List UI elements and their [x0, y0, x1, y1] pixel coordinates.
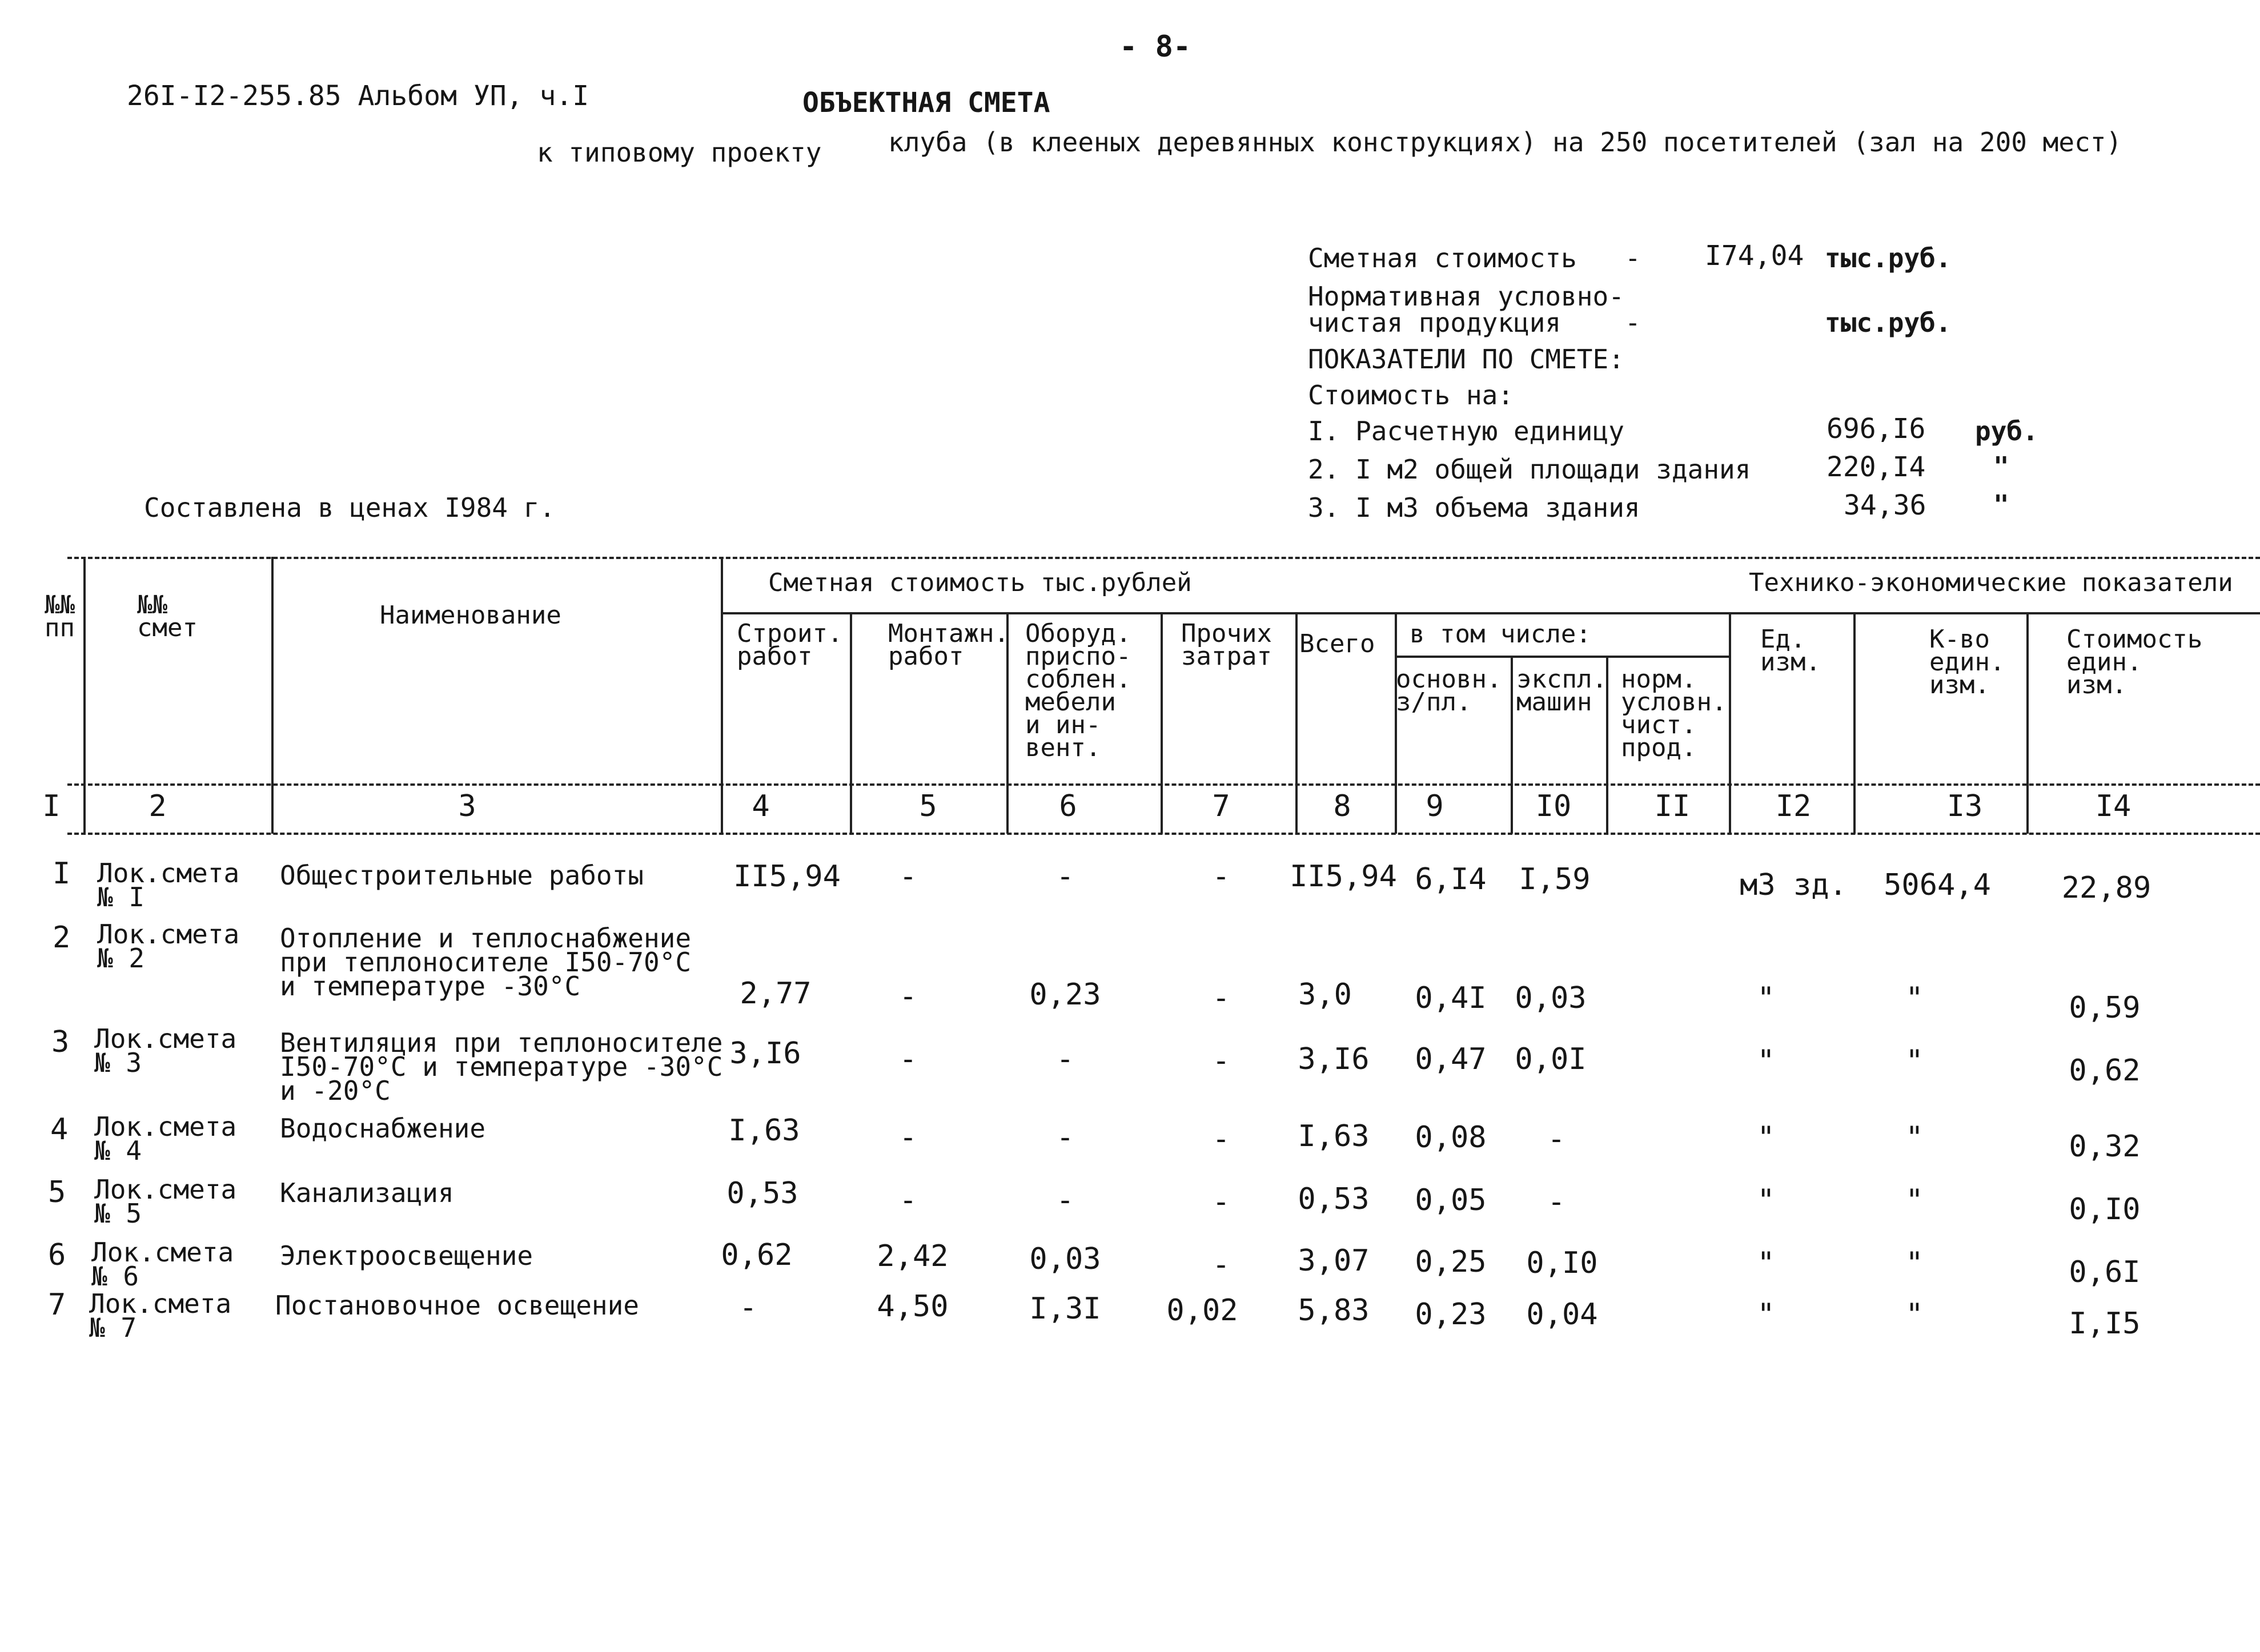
cell-c9: 0,23: [1415, 1297, 1487, 1332]
col-number: I2: [1775, 789, 1812, 823]
cell-c12: ": [1757, 981, 1775, 1015]
cell-c5: -: [899, 1120, 917, 1155]
cell-c7: -: [1212, 1185, 1230, 1219]
cell-c4: I,63: [728, 1114, 800, 1148]
cell-c10: I,59: [1519, 862, 1591, 897]
cell-c5: -: [899, 859, 917, 894]
cost-value: I74,04: [1705, 240, 1804, 272]
row-name: Канализация: [280, 1177, 454, 1208]
col-number: 2: [148, 789, 167, 823]
indicator-unit: ": [1993, 489, 2009, 520]
header-c11: норм. условн. чист. прод.: [1621, 665, 1727, 762]
cell-c6: 0,23: [1029, 978, 1101, 1012]
row-smeta: Лок.смета № 7: [89, 1288, 232, 1343]
row-number: 2: [53, 921, 71, 955]
cell-c5: -: [899, 979, 917, 1014]
cell-c13: ": [1905, 1120, 1924, 1155]
cell-c13: ": [1905, 981, 1924, 1015]
col-divider: [83, 557, 86, 834]
cost-dash: -: [1625, 243, 1641, 274]
cost-per-label: Стоимость на:: [1308, 380, 1514, 411]
cell-c14: 0,I0: [2069, 1192, 2141, 1227]
col-divider: [850, 612, 852, 834]
row-number: 5: [48, 1175, 66, 1209]
cell-c4: 3,I6: [729, 1036, 801, 1071]
header-c8: Всего: [1299, 629, 1375, 658]
indicator-label: 2. I м2 общей площади здания: [1308, 454, 1751, 485]
cell-c8: 5,83: [1298, 1293, 1370, 1328]
in-total-label: в том числе:: [1410, 620, 1591, 649]
norm-label-1: Нормативная условно-: [1308, 281, 1624, 312]
col-number: 4: [752, 789, 770, 823]
cell-c8: 3,07: [1298, 1244, 1370, 1278]
header-c4: Строит. работ: [737, 619, 843, 671]
cell-c12: ": [1757, 1297, 1775, 1332]
col-divider: [1295, 612, 1298, 834]
header-c10: экспл. машин: [1516, 665, 1607, 717]
norm-dash: -: [1625, 307, 1641, 338]
cell-c14: 22,89: [2061, 871, 2151, 905]
col-number: 7: [1212, 789, 1230, 823]
col-number: I: [42, 789, 61, 823]
cell-c12: ": [1757, 1120, 1775, 1155]
indicator-value: 220,I4: [1827, 451, 1926, 483]
col-number: I0: [1535, 789, 1572, 823]
row-number: 6: [48, 1238, 66, 1272]
group-rule: [721, 612, 2260, 614]
cell-c7: -: [1212, 1122, 1230, 1156]
col-divider: [1395, 612, 1397, 834]
header-c2: №№ смет: [137, 590, 198, 642]
cell-c8: I,63: [1298, 1119, 1370, 1153]
cell-c12: ": [1757, 1246, 1775, 1280]
prices-note: Составлена в ценах I984 г.: [144, 492, 556, 523]
header-c1: №№ пп: [45, 590, 75, 642]
cell-c8: II5,94: [1290, 859, 1397, 894]
indicator-value: 34,36: [1844, 489, 1926, 521]
row-smeta: Лок.смета № 4: [94, 1111, 237, 1166]
header-c6: Оборуд. приспо- соблен. мебели и ин- вент.: [1025, 619, 1131, 762]
cell-c5: 2,42: [877, 1239, 949, 1273]
row-name: Вентиляция при теплоносителе I50-70°С и температуре -30°С и -20°С: [280, 1027, 723, 1106]
cell-c6: I,3I: [1029, 1292, 1101, 1326]
indicators-title: ПОКАЗАТЕЛИ ПО СМЕТЕ:: [1308, 344, 1624, 375]
subtitle-right: клуба (в клееных деревянных конструкциях) на 250 посетителей (зал на 200 мест): [888, 127, 2122, 158]
cell-c13: ": [1905, 1044, 1924, 1078]
cell-c9: 0,25: [1415, 1245, 1487, 1279]
indicator-value: 696,I6: [1827, 413, 1926, 445]
cell-c7: -: [1212, 1044, 1230, 1078]
header-bottom-rule: [67, 783, 2260, 786]
row-smeta: Лок.смета № 6: [91, 1237, 234, 1292]
row-name: Отопление и теплоснабжение при теплоносителе I50-70°С и температуре -30°С: [280, 923, 692, 1002]
group-cost: Сметная стоимость тыс.рублей: [768, 568, 1192, 597]
col-number: II: [1654, 789, 1691, 823]
header-c5: Монтажн. работ: [888, 619, 1009, 671]
cell-c7: -: [1212, 1248, 1230, 1282]
subgroup-rule: [1395, 656, 1729, 658]
group-tech: Технико-экономические показатели: [1749, 568, 2233, 597]
cell-c7: -: [1212, 981, 1230, 1015]
cell-c4: -: [739, 1291, 757, 1325]
cell-c6: -: [1056, 1120, 1074, 1155]
cell-c8: 0,53: [1298, 1182, 1370, 1216]
cell-c8: 3,0: [1298, 978, 1352, 1012]
col-number: 8: [1333, 789, 1351, 823]
row-name: Электроосвещение: [280, 1240, 533, 1271]
row-smeta: Лок.смета № I: [97, 858, 240, 913]
cell-c5: -: [899, 1183, 917, 1217]
row-smeta: Лок.смета № 3: [94, 1023, 237, 1078]
cell-c5: 4,50: [877, 1289, 949, 1324]
cell-c14: 0,6I: [2069, 1255, 2141, 1289]
col-divider: [1511, 656, 1513, 834]
cell-c5: -: [899, 1042, 917, 1076]
cell-c7: -: [1212, 859, 1230, 894]
row-smeta: Лок.смета № 5: [94, 1174, 237, 1229]
header-c7: Прочих затрат: [1181, 619, 1272, 671]
cell-c12: ": [1757, 1183, 1775, 1217]
indicator-unit: ": [1993, 451, 2009, 482]
cell-c13: 5064,4: [1884, 868, 1991, 902]
table-top-rule: [67, 557, 2260, 559]
col-number: 3: [458, 789, 476, 823]
col-divider: [1729, 612, 1731, 834]
col-number: 9: [1426, 789, 1444, 823]
header-c13: К-во един. изм.: [1929, 625, 2005, 700]
cell-c10: -: [1547, 1122, 1565, 1156]
col-number: I4: [2095, 789, 2131, 823]
document-code: 26I-I2-255.85 Альбом УП, ч.I: [127, 80, 589, 112]
row-name: Постановочное освещение: [275, 1290, 639, 1321]
cell-c4: II5,94: [733, 859, 841, 894]
cell-c4: 0,53: [726, 1176, 798, 1211]
row-number: I: [53, 857, 71, 891]
cell-c14: I,I5: [2069, 1307, 2141, 1341]
cell-c6: -: [1056, 1042, 1074, 1076]
header-c9: основн. з/пл.: [1396, 665, 1502, 717]
cell-c6: -: [1056, 859, 1074, 894]
cost-label: Сметная стоимость: [1308, 243, 1577, 274]
cell-c9: 6,I4: [1415, 862, 1487, 897]
cell-c10: 0,I0: [1526, 1246, 1598, 1280]
col-number: 5: [919, 789, 937, 823]
row-number: 7: [48, 1288, 66, 1322]
row-smeta: Лок.смета № 2: [97, 919, 240, 974]
cell-c8: 3,I6: [1298, 1042, 1370, 1076]
cell-c6: 0,03: [1029, 1242, 1101, 1276]
col-divider: [1853, 612, 1856, 834]
cell-c10: 0,03: [1515, 981, 1587, 1015]
cost-unit: тыс.руб.: [1825, 243, 1952, 274]
norm-unit: тыс.руб.: [1825, 307, 1952, 338]
row-name: Общестроительные работы: [280, 860, 644, 891]
header-c3: Наименование: [380, 601, 561, 630]
page-title: ОБЪЕКТНАЯ СМЕТА: [802, 87, 1050, 119]
col-number: I3: [1946, 789, 1983, 823]
cell-c10: 0,0I: [1515, 1042, 1587, 1076]
cell-c14: 0,59: [2069, 991, 2141, 1025]
cell-c7: 0,02: [1166, 1293, 1238, 1328]
cell-c12: ": [1757, 1044, 1775, 1078]
cell-c13: ": [1905, 1183, 1924, 1217]
col-divider: [2026, 612, 2029, 834]
cell-c4: 0,62: [721, 1238, 793, 1272]
cell-c6: -: [1056, 1183, 1074, 1217]
norm-label-2: чистая продукция: [1308, 307, 1561, 338]
col-number: 6: [1059, 789, 1077, 823]
cell-c14: 0,32: [2069, 1130, 2141, 1164]
cell-c13: ": [1905, 1246, 1924, 1280]
cell-c10: 0,04: [1526, 1297, 1598, 1332]
row-name: Водоснабжение: [280, 1113, 486, 1144]
cell-c9: 0,47: [1415, 1042, 1487, 1076]
page-number: - 8-: [1119, 30, 1191, 64]
cell-c9: 0,05: [1415, 1183, 1487, 1217]
numbers-bottom-rule: [67, 833, 2260, 835]
cell-c12: м3 зд.: [1740, 868, 1847, 902]
row-number: 3: [51, 1025, 70, 1059]
cell-c9: 0,4I: [1415, 981, 1487, 1015]
cell-c4: 2,77: [740, 976, 812, 1011]
header-c14: Стоимость един. изм.: [2066, 625, 2203, 700]
subtitle-left: к типовому проекту: [537, 137, 822, 168]
indicator-unit: руб.: [1975, 416, 2038, 447]
cell-c9: 0,08: [1415, 1120, 1487, 1155]
indicator-label: 3. I м3 объема здания: [1308, 492, 1640, 523]
cell-c14: 0,62: [2069, 1054, 2141, 1088]
header-c12: Ед. изм.: [1760, 625, 1821, 677]
cell-c13: ": [1905, 1297, 1924, 1332]
col-divider: [1161, 612, 1163, 834]
indicator-label: I. Расчетную единицу: [1308, 416, 1624, 447]
col-divider: [271, 557, 274, 834]
cell-c10: -: [1547, 1185, 1565, 1219]
row-number: 4: [50, 1112, 69, 1147]
col-divider: [721, 557, 723, 834]
